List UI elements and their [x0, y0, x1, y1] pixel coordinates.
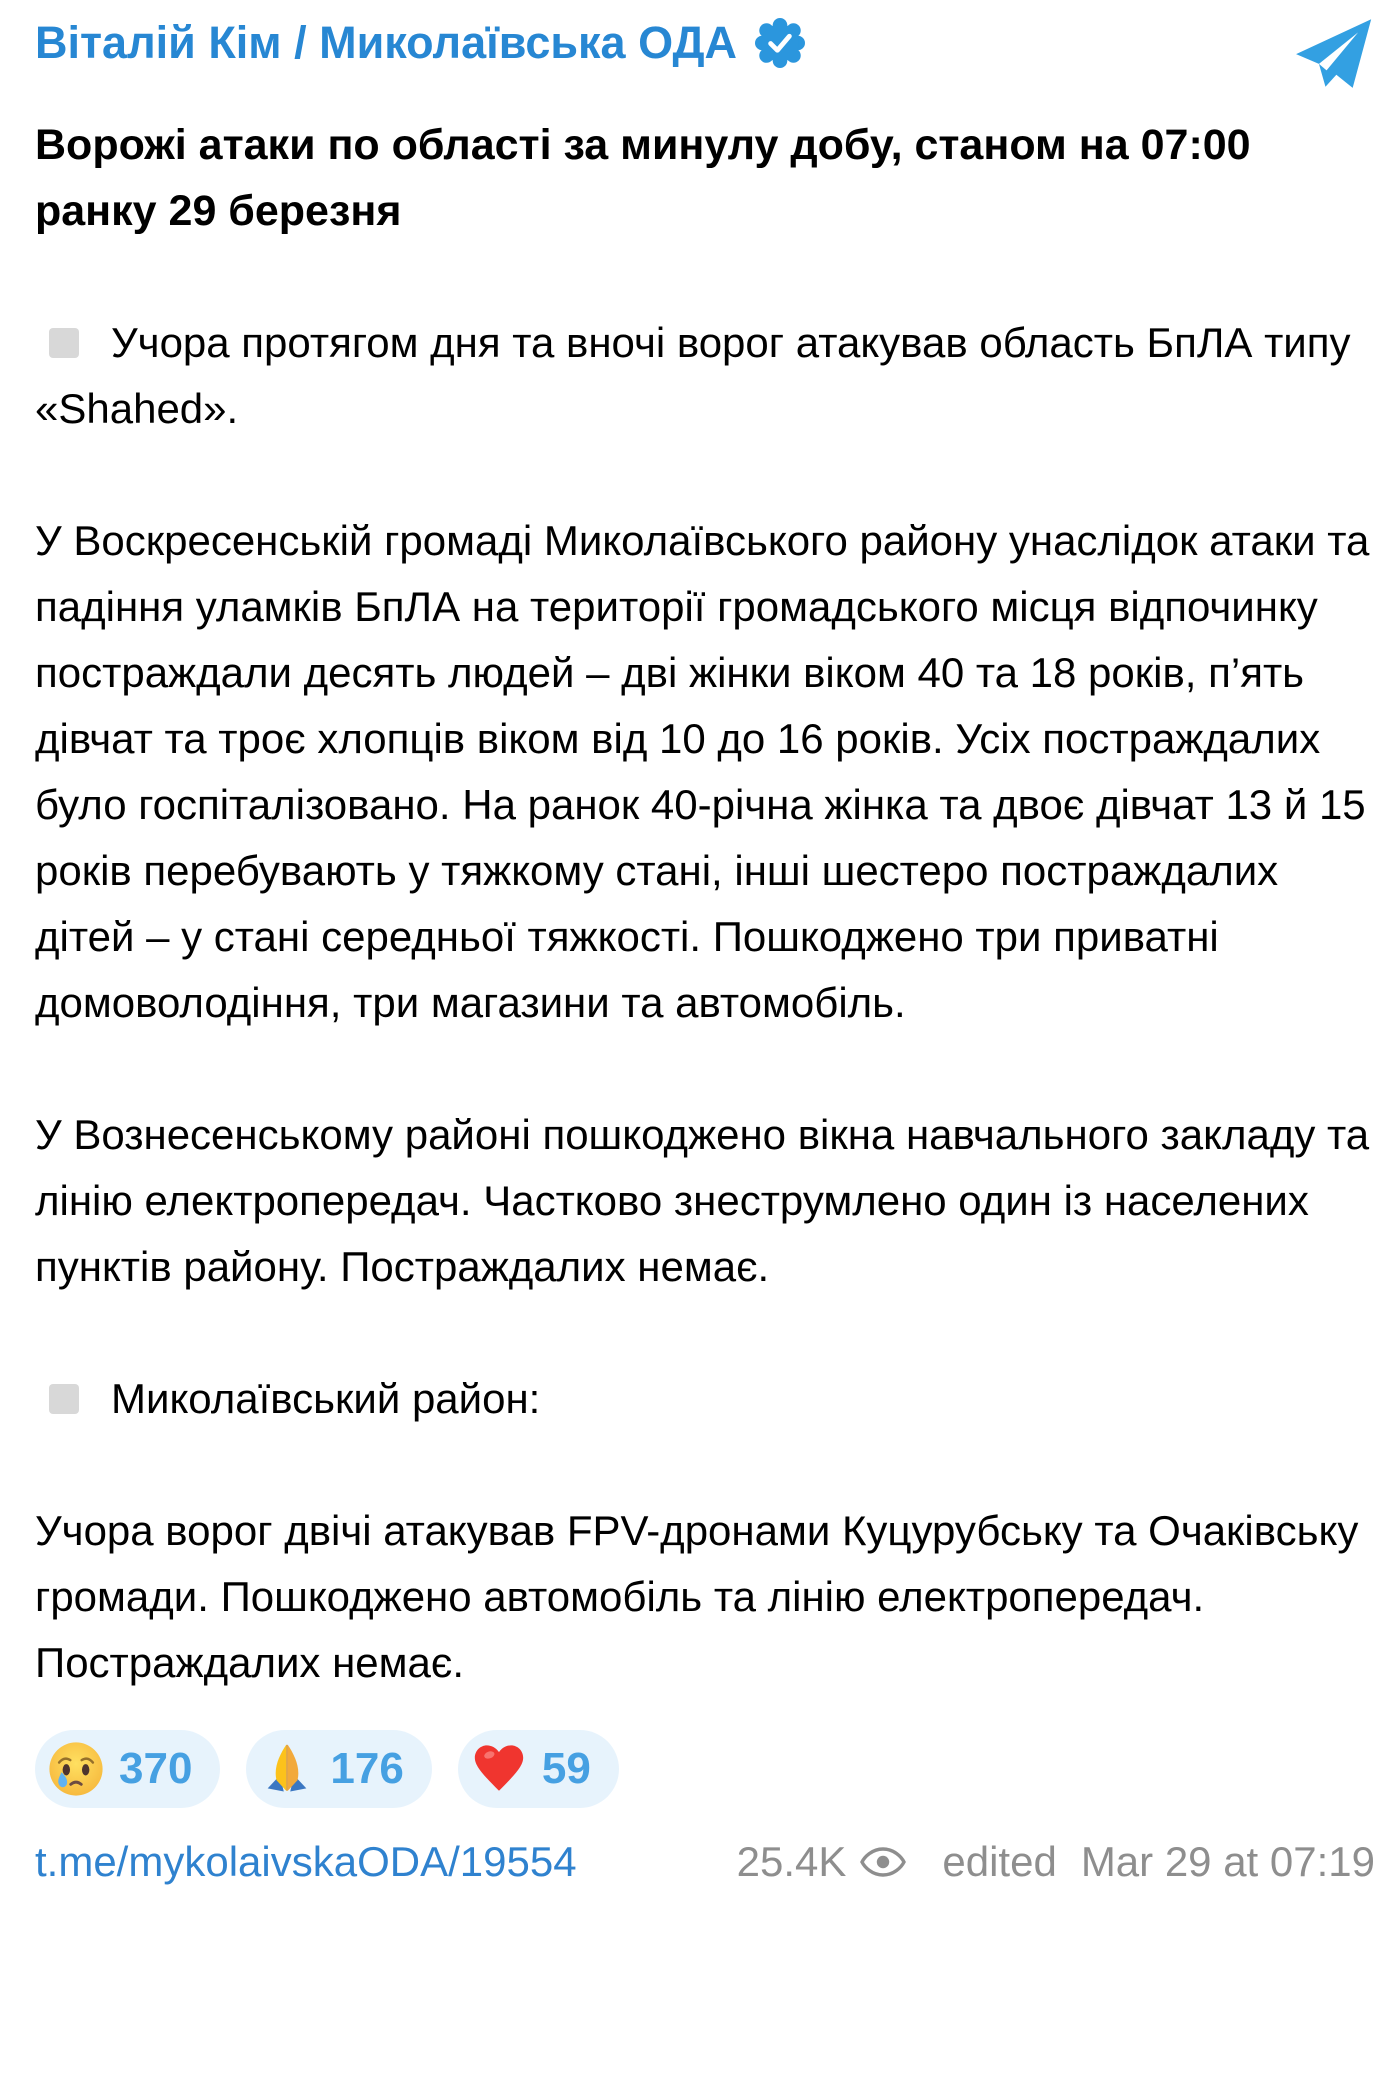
eye-icon [860, 1846, 942, 1878]
reaction-pray[interactable] [246, 1730, 431, 1808]
paragraph-text: У Воскресенській громаді Миколаївського району унаслідок атаки та падіння уламків БпЛА на території громадського місця відпочинку постраждали десять людей – дві жінки віком 40 та 18 років, п’ять дівчат та троє хлопців віком від 10 до 16 років. Усіх постраждалих було госпіталізовано. На ранок 40-річна жінка та двоє дівчат 13 й 15 років перебувають у тяжкому стані, інші шестеро постраждалих дітей – у стані середньої тяжкості. Пошкоджено три приватні домоволодіння, три магазини та автомобіль. [35, 517, 1370, 1026]
paragraph-text: Учора ворог двічі атакував FPV-дронами Куцурубську та Очаківську громади. Пошкоджено автомобіль та лінію електропередач. Постраждалих немає. [35, 1507, 1359, 1686]
telegram-plane-icon[interactable] [1289, 14, 1375, 90]
reaction-count: 370 [119, 1744, 193, 1793]
verified-badge-icon [755, 18, 805, 68]
reaction-heart[interactable] [458, 1730, 619, 1808]
post-header [35, 14, 1375, 90]
reaction-count: 59 [541, 1744, 591, 1793]
paragraph-voskresensk-casualties [35, 508, 1370, 1036]
paragraph-text: У Вознесенському районі пошкоджено вікна навчального закладу та лінію електропередач. Частково знеструмлено один із населених пунктів району. Постраждалих немає. [35, 1111, 1370, 1290]
channel-link[interactable] [35, 14, 805, 72]
crying-face-emoji [47, 1740, 119, 1798]
post-footer [35, 1838, 1375, 1886]
paragraph-text: Миколаївський район: [111, 1375, 541, 1422]
paragraph-mykolaiv-district-heading [35, 1366, 1370, 1432]
post-url-link[interactable]: t.me/mykolaivskaODA/19554 [35, 1838, 577, 1885]
post-title: Ворожі атаки по області за минулу добу, станом на 07:00 ранку 29 березня [35, 121, 1251, 235]
red-heart-emoji [470, 1740, 542, 1798]
gray-square-icon [49, 328, 79, 358]
paragraph-shahed-attack [35, 310, 1370, 442]
post-meta [737, 1838, 1375, 1886]
reactions-row [35, 1730, 1375, 1808]
post-timestamp: Mar 29 at 07:19 [1080, 1838, 1375, 1885]
paragraph-text: Учора протягом дня та вночі ворог атакував область БпЛА типу «Shahed». [35, 319, 1351, 432]
channel-name: Віталій Кім / Миколаївська ОДА [35, 17, 738, 68]
gray-square-icon [49, 1384, 79, 1414]
views-count: 25.4K [736, 1838, 847, 1885]
reaction-count: 176 [330, 1744, 404, 1793]
folded-hands-emoji [258, 1740, 330, 1798]
paragraph-fpv-drones [35, 1498, 1370, 1696]
edited-label: edited [942, 1838, 1057, 1885]
reaction-crying[interactable] [35, 1730, 220, 1808]
paragraph-voznesensk-damage [35, 1102, 1370, 1300]
